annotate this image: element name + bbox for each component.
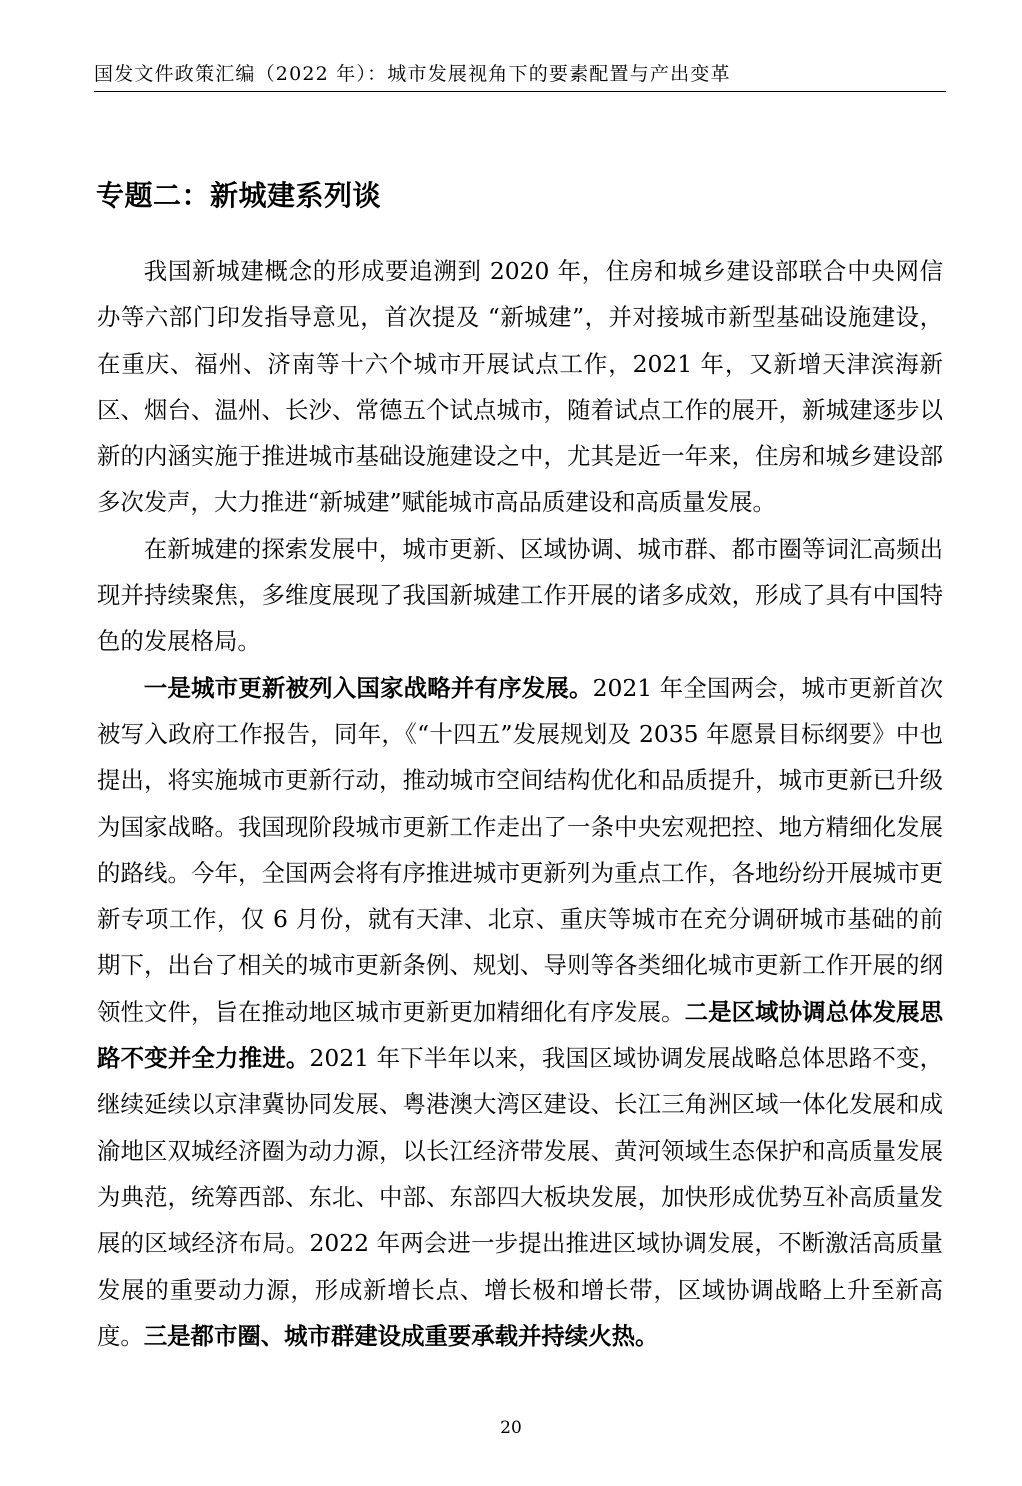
point-one-heading: 一是城市更新被列入国家战略并有序发展。 — [143, 673, 593, 702]
section-title: 专题二：新城建系列谈 — [96, 179, 382, 212]
running-title: 国发文件政策汇编（2022 年）：城市发展视角下的要素配置与产出变革 — [94, 63, 731, 85]
point-one-text: 2021 年全国两会，城市更新首次被写入政府工作报告，同年，《“十四五”发展规划及 2035 年愿景目标纲要》中也提出，将实施城市更新行动，推动城市空间结构优化和品质提升，城市更新已升级为国家战略。我国现阶段城市更新工作走出了一条中央宏观把控、地方精细化发展的路线。今年，全国两会将有序推进城市更新列为重点工作，各地纷纷开展城市更新专项工作，仅 6 月份，就有天津、北京、重庆等城市在充分调研城市基础的前期下，出台了相关的城市更新条例、规划、导则等各类细化城市更新工作开展的纲领性文件，旨在推动地区城市更新更加精细化有序发展。 — [97, 673, 944, 1026]
point-two-heading: 二是区域协调总体发展思路不变并全力推进。 — [97, 997, 943, 1073]
point-two-text: 2021 年下半年以来，我国区域协调发展战略总体思路不变，继续延续以京津冀协同发展、粤港澳大湾区建设、长江三角洲区域一体化发展和成渝地区双城经济圈为动力源，以长江经济带发展、黄河领域生态保护和高质量发展为典范，统筹西部、东北、中部、东部四大板块发展，加快形成优势互补高质量发展的区域经济布局。2022 年两会进一步提出推进区域协调发展，不断激活高质量发展的重要动力源，形成新增长点、增长极和增长带，区域协调战略上升至新高度。 — [97, 1044, 943, 1350]
paragraph-overview: 在新城建的探索发展中，城市更新、区域协调、城市群、都市圈等词汇高频出现并持续聚焦，多维度展现了我国新城建工作开展的诸多成效，形成了具有中国特色的发展格局。 — [97, 534, 943, 656]
paragraph-points — [97, 665, 943, 1359]
page-number: 20 — [500, 1418, 522, 1438]
page-header — [94, 60, 946, 92]
paragraph-intro: 我国新城建概念的形成要追溯到 2020 年，住房和城乡建设部联合中央网信办等六部门印发指导意见，首次提及 “新城建”，并对接城市新型基础设施建设，在重庆、福州、济南等十六个城市开展试点工作，2021 年，又新增天津滨海新区、烟台、温州、长沙、常德五个试点城市，随着试点工作的展开，新城建逐步以新的内涵实施于推进城市基础设施建设之中，尤其是近一年来，住房和城乡建设部多次发声，大力推进“新城建”赋能城市高品质建设和高质量发展。 — [97, 257, 943, 517]
body-text — [97, 248, 943, 1359]
point-three-heading: 三是都市圈、城市群建设成重要承载并持续火热。 — [143, 1321, 659, 1350]
